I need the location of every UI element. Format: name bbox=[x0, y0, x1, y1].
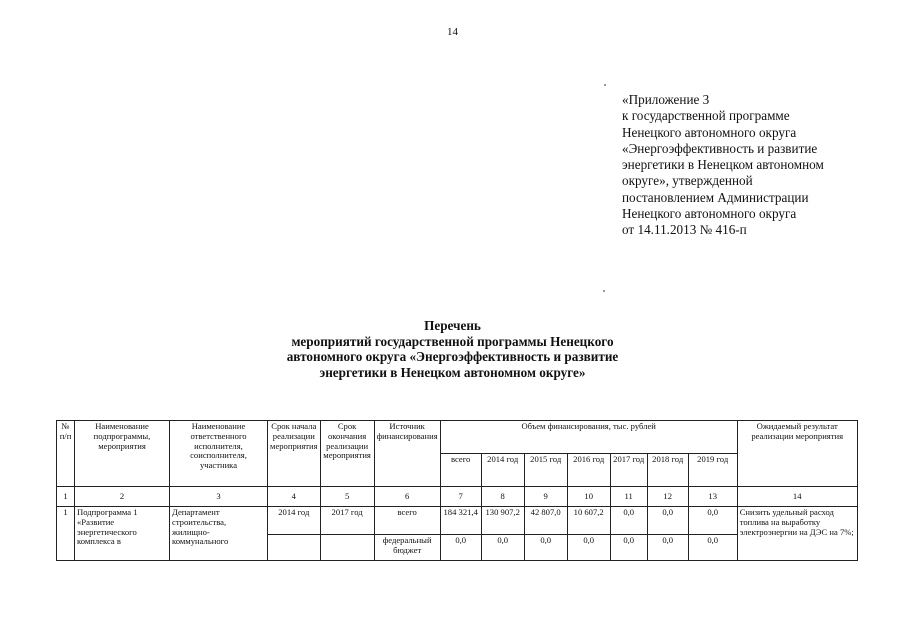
row-value: 184 321,4 bbox=[440, 507, 481, 535]
column-number: 9 bbox=[524, 487, 567, 507]
column-number: 1 bbox=[57, 487, 75, 507]
row-value: 130 907,2 bbox=[481, 507, 524, 535]
row-value: 10 607,2 bbox=[567, 507, 610, 535]
header-row bbox=[57, 421, 858, 454]
row-end: 2017 год bbox=[320, 507, 374, 535]
column-number: 2 bbox=[75, 487, 170, 507]
column-number: 14 bbox=[737, 487, 857, 507]
row-value: 0,0 bbox=[440, 535, 481, 561]
column-number: 10 bbox=[567, 487, 610, 507]
appendix-line: «Приложение 3 bbox=[622, 92, 710, 107]
row-value: 0,0 bbox=[610, 507, 647, 535]
row-name: Подпрограмма 1 «Развитие энергетического комплекса в bbox=[75, 507, 170, 561]
row-value: 0,0 bbox=[481, 535, 524, 561]
appendix-note bbox=[622, 92, 824, 239]
appendix-line: энергетики в Ненецком автономном bbox=[622, 157, 824, 173]
header-total: всего bbox=[440, 454, 481, 487]
appendix-line: округе», утвержденной bbox=[622, 173, 753, 189]
header-num: № п/п bbox=[57, 421, 75, 487]
header-year: 2014 год bbox=[481, 454, 524, 487]
row-result: Снизить удельный расход топлива на выработку электроэнергии на ДЭС на 7%; bbox=[737, 507, 857, 561]
header-year: 2015 год bbox=[524, 454, 567, 487]
scan-speck bbox=[604, 84, 606, 86]
row-num: 1 bbox=[57, 507, 75, 561]
row-value: 0,0 bbox=[688, 535, 737, 561]
row-value: 0,0 bbox=[647, 507, 688, 535]
column-number: 7 bbox=[440, 487, 481, 507]
appendix-line: к государственной программе bbox=[622, 108, 790, 124]
header-start: Срок начала реализации мероприятия bbox=[268, 421, 321, 487]
column-number: 5 bbox=[320, 487, 374, 507]
row-start: 2014 год bbox=[268, 507, 321, 535]
header-funding: Объем финансирования, тыс. рублей bbox=[440, 421, 737, 454]
appendix-line: Ненецкого автономного округа bbox=[622, 124, 797, 140]
header-end: Срок окончания реализации мероприятия bbox=[320, 421, 374, 487]
row-value: 0,0 bbox=[610, 535, 647, 561]
title-line: мероприятий государственной программы Ненецкого bbox=[291, 333, 614, 349]
row-value: 0,0 bbox=[688, 507, 737, 535]
title-line: энергетики в Ненецком автономном округе» bbox=[319, 364, 586, 380]
page-number: 14 bbox=[447, 26, 458, 38]
title-line: автономного округа «Энергоэффективность и развитие bbox=[286, 349, 619, 364]
column-numbers-row bbox=[57, 487, 858, 507]
row-value: 0,0 bbox=[647, 535, 688, 561]
row-value: 0,0 bbox=[524, 535, 567, 561]
header-result: Ожидаемый результат реализации мероприятия bbox=[737, 421, 857, 487]
column-number: 6 bbox=[374, 487, 440, 507]
appendix-line: от 14.11.2013 № 416-п bbox=[622, 222, 747, 238]
header-year: 2019 год bbox=[688, 454, 737, 487]
row-end-empty bbox=[320, 535, 374, 561]
row-start-empty bbox=[268, 535, 321, 561]
table-row bbox=[57, 507, 858, 535]
program-activities-table bbox=[56, 420, 858, 561]
column-number: 4 bbox=[268, 487, 321, 507]
scan-speck bbox=[603, 290, 605, 292]
header-year: 2018 год bbox=[647, 454, 688, 487]
column-number: 8 bbox=[481, 487, 524, 507]
header-year: 2016 год bbox=[567, 454, 610, 487]
appendix-line: постановлением Администрации bbox=[622, 189, 809, 205]
header-name: Наименование подпрограммы, мероприятия bbox=[75, 421, 170, 487]
row-value: 42 807,0 bbox=[524, 507, 567, 535]
header-executor: Наименование ответственного исполнителя, соисполнителя, участника bbox=[170, 421, 268, 487]
column-number: 11 bbox=[610, 487, 647, 507]
header-source: Источник финансирования bbox=[374, 421, 440, 487]
row-source: всего bbox=[374, 507, 440, 535]
appendix-line: Ненецкого автономного округа bbox=[622, 206, 797, 222]
column-number: 13 bbox=[688, 487, 737, 507]
header-year: 2017 год bbox=[610, 454, 647, 487]
title-line: Перечень bbox=[424, 318, 481, 333]
row-executor: Департамент строительства, жилищно-коммунального bbox=[170, 507, 268, 561]
column-number: 3 bbox=[170, 487, 268, 507]
column-number: 12 bbox=[647, 487, 688, 507]
document-title bbox=[0, 318, 905, 380]
row-source: федеральный бюджет bbox=[374, 535, 440, 561]
row-value: 0,0 bbox=[567, 535, 610, 561]
appendix-line: «Энергоэффективность и развитие bbox=[622, 140, 818, 156]
